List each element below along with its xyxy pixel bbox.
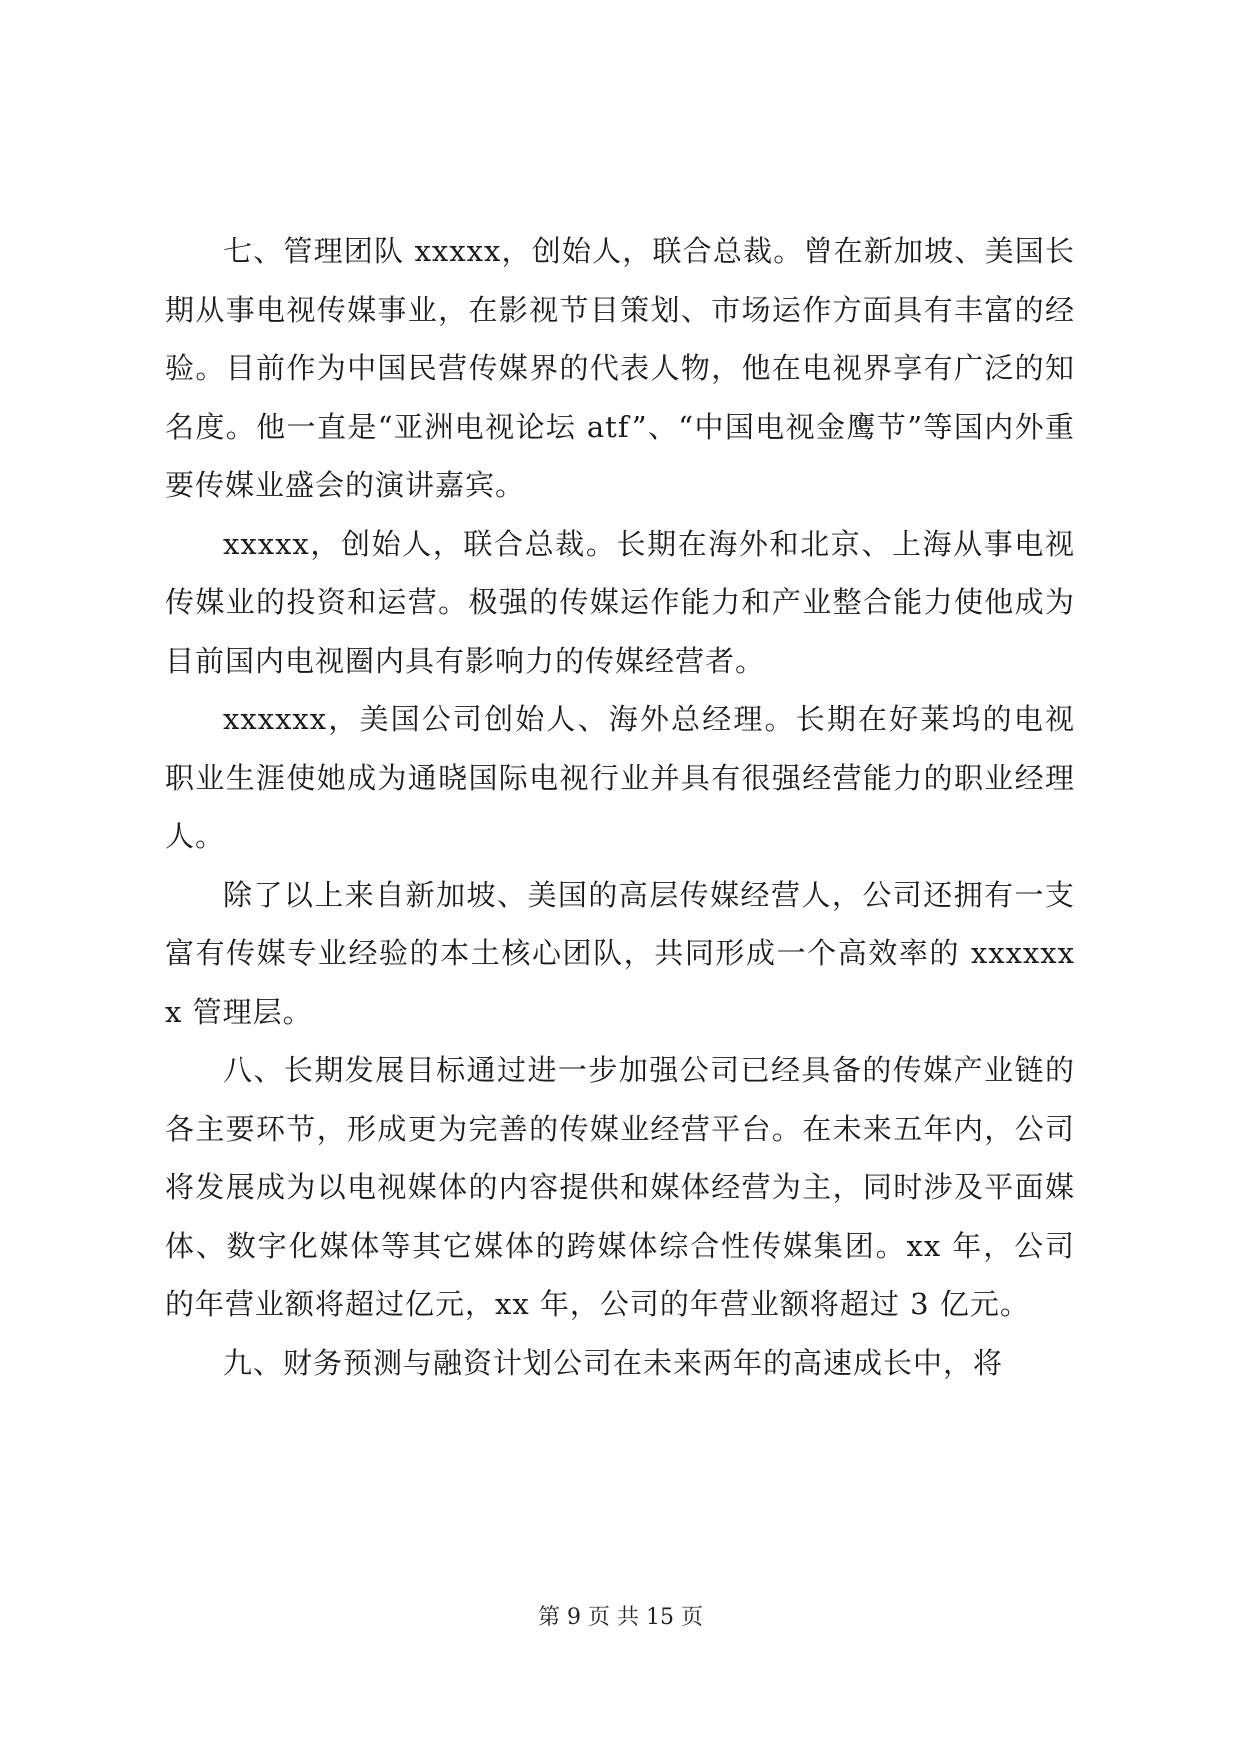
paragraph-us-founder: xxxxxx，美国公司创始人、海外总经理。长期在好莱坞的电视职业生涯使她成为通晓国际电视行业并具有很强经营能力的职业经理人。 [165,702,1075,853]
paragraph-core-team: 除了以上来自新加坡、美国的高层传媒经营人，公司还拥有一支富有传媒专业经验的本土核心团队，共同形成一个高效率的 xxxxxxx 管理层。 [165,877,1075,1029]
paragraph-management-team: 七、管理团队 xxxxx，创始人，联合总裁。曾在新加坡、美国长期从事电视传媒事业，在影视节目策划、市场运作方面具有丰富的经验。目前作为中国民营传媒界的代表人物，他在电视界享有广泛的知名度。他一直是“亚洲电视论坛 atf”、“中国电视金鹰节”等国内外重要传媒业盛会的演讲嘉宾。 [165,234,1075,502]
document-body [165,222,1075,1392]
page-number-footer: 第 9 页 共 15 页 [538,1605,703,1630]
paragraph-long-term-goals: 八、长期发展目标通过进一步加强公司已经具备的传媒产业链的各主要环节，形成更为完善的传媒业经营平台。在未来五年内，公司将发展成为以电视媒体的内容提供和媒体经营为主，同时涉及平面媒体、数字化媒体等其它媒体的跨媒体综合性传媒集团。xx 年，公司的年营业额将超过亿元，xx 年，公司的年营业额将超过 3 亿元。 [165,1053,1075,1321]
paragraph-financial-forecast: 九、财务预测与融资计划公司在未来两年的高速成长中，将 [223,1345,1004,1380]
paragraph-cofounder: xxxxx，创始人，联合总裁。长期在海外和北京、上海从事电视传媒业的投资和运营。极强的传媒运作能力和产业整合能力使他成为目前国内电视圈内具有影响力的传媒经营者。 [165,526,1075,678]
